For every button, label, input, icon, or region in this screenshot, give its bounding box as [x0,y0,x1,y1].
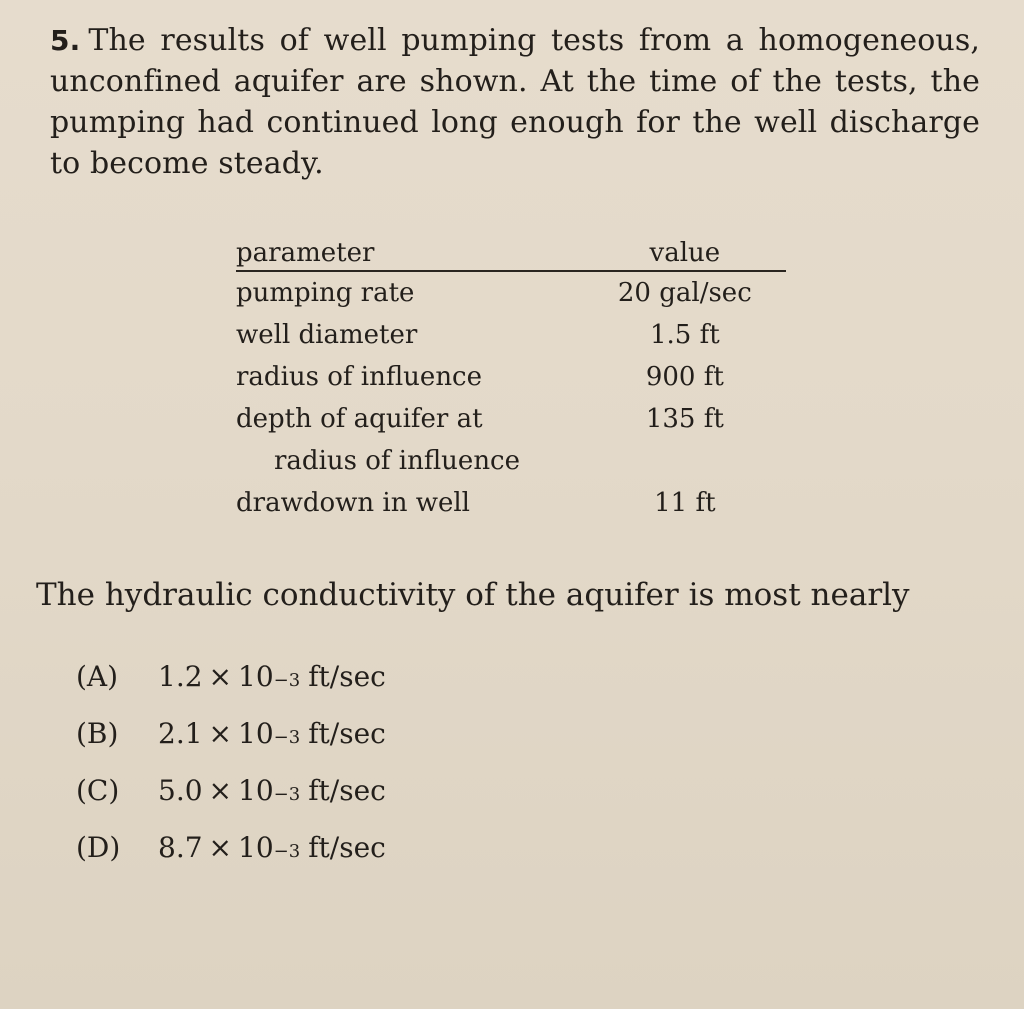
table-row-continuation [236,440,786,482]
question-prompt: The hydraulic conductivity of the aquifer is most nearly [36,577,910,613]
choice-unit: ft/sec [308,660,386,693]
problem-stem [50,20,980,184]
choice-letter: (C) [76,774,120,807]
choice-exponent: −3 [273,670,301,691]
choice-c [76,774,386,831]
times-symbol: × [208,831,232,864]
choice-letter: (B) [76,717,119,750]
choice-base: 10 [238,831,274,864]
value-cell: 900 ft [645,362,724,392]
value-cell: 135 ft [645,404,724,434]
choice-mantissa: 8.7 [158,831,203,864]
problem-stem-text: The results of well pumping tests from a homogeneous, unconfined aquifer are shown. At the time of the tests, the pumping had continued long enough for the well discharge to become steady. [50,23,980,181]
choice-letter: (D) [76,831,121,864]
times-symbol: × [208,717,232,750]
header-value: value [649,238,721,268]
choice-b [76,717,386,774]
parameter-cell: depth of aquifer at [236,404,483,434]
table-row [236,482,786,524]
choice-unit: ft/sec [308,831,386,864]
parameter-cell: well diameter [236,320,418,350]
table-header [236,232,786,272]
choice-letter: (A) [76,660,119,693]
choice-a [76,660,386,717]
parameter-cell-continuation: radius of influence [274,446,521,476]
times-symbol: × [208,774,232,807]
value-cell: 1.5 ft [649,320,720,350]
problem-number: 5. [50,24,81,57]
table-row [236,272,786,314]
value-cell-empty [578,440,786,482]
choice-exponent: −3 [273,841,301,862]
choice-base: 10 [238,717,274,750]
parameter-cell: pumping rate [236,278,415,308]
choice-d [76,831,386,888]
table-row [236,398,786,440]
parameter-table [236,232,786,524]
choice-unit: ft/sec [308,774,386,807]
table-row [236,314,786,356]
choice-mantissa: 1.2 [158,660,203,693]
choice-exponent: −3 [273,727,301,748]
value-cell: 20 gal/sec [617,278,752,308]
answer-choices [76,660,386,888]
choice-base: 10 [238,660,274,693]
choice-unit: ft/sec [308,717,386,750]
choice-mantissa: 5.0 [158,774,203,807]
table-row [236,356,786,398]
times-symbol: × [208,660,232,693]
parameter-cell: radius of influence [236,362,483,392]
value-cell: 11 ft [654,488,716,518]
choice-exponent: −3 [273,784,301,805]
header-parameter: parameter [236,238,375,268]
choice-mantissa: 2.1 [158,717,203,750]
parameter-cell: drawdown in well [236,488,470,518]
choice-base: 10 [238,774,274,807]
